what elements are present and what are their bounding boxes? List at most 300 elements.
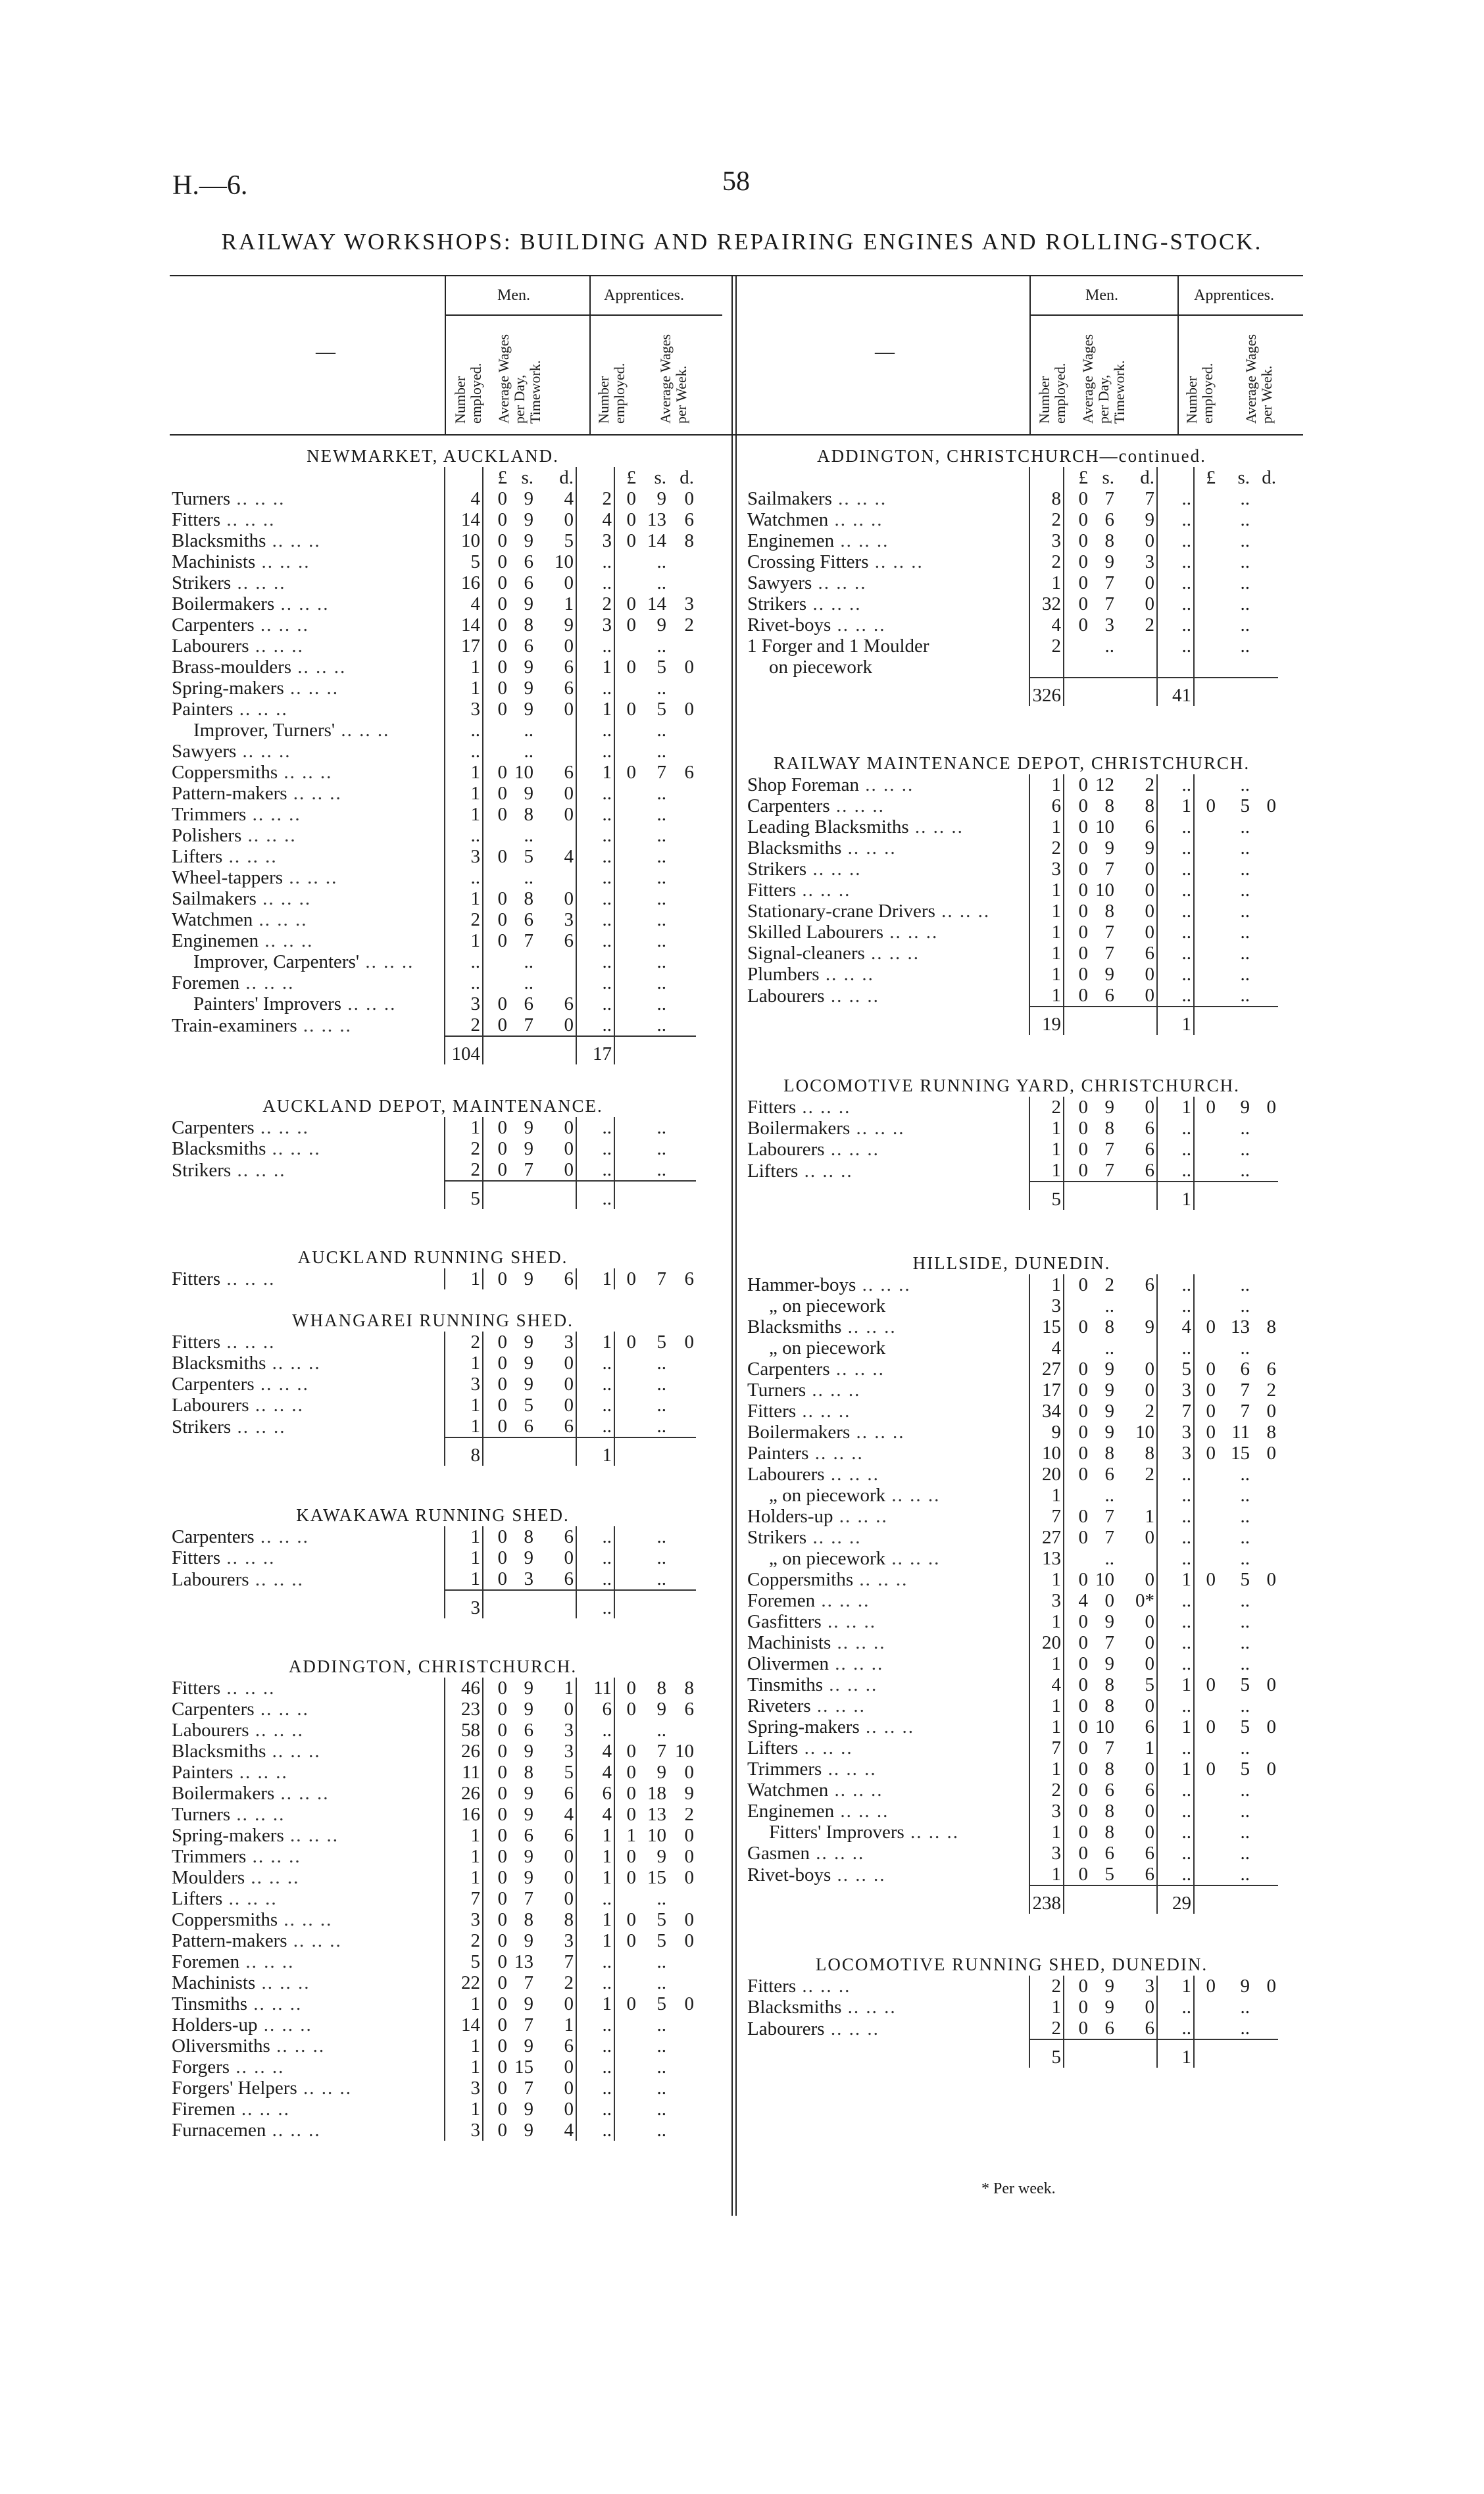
value-cell: 5 <box>1240 795 1250 816</box>
value-cell: 0 <box>684 1930 694 1951</box>
value-cell: 1 <box>1029 1569 1064 1590</box>
trade-label: Labourers <box>747 2018 825 2039</box>
trade-label: Carpenters <box>172 1374 255 1395</box>
value-cell: 2 <box>1145 614 1154 636</box>
value-cell: .. <box>656 2035 666 2057</box>
trade-cell <box>170 1972 445 1993</box>
leader-dots: .. .. .. <box>822 1758 877 1780</box>
trade-cell <box>745 1274 1029 1295</box>
total-cell <box>1194 1007 1218 1035</box>
value-cell: 0 <box>483 1526 509 1547</box>
table-row <box>745 1316 1278 1337</box>
value-cell: 0 <box>1064 1401 1090 1422</box>
leader-dots: .. .. .. <box>266 1138 321 1159</box>
leader-dots: .. .. .. <box>908 816 964 837</box>
value-cell: .. <box>576 2035 614 2057</box>
value-cell: 23 <box>445 1699 483 1720</box>
value-cell: 0 <box>1145 1653 1154 1674</box>
value-cell: 3 <box>445 1909 483 1930</box>
unit-cell: £ <box>1064 467 1090 488</box>
value-cell: 0 <box>614 593 638 614</box>
trade-label: Fitters <box>747 1401 797 1422</box>
value-cell: 7 <box>656 1741 666 1762</box>
value-cell <box>614 1138 638 1159</box>
value-cell <box>1252 816 1278 837</box>
value-cell: .. <box>1157 880 1194 901</box>
value-cell: 0 <box>1064 943 1090 964</box>
value-cell <box>668 2099 696 2120</box>
table-row <box>745 1506 1278 1527</box>
value-cell: 2 <box>1145 1401 1154 1422</box>
table-row <box>170 867 696 888</box>
value-cell: 0 <box>483 1993 509 2014</box>
trade-cell <box>745 1653 1029 1674</box>
total-cell: 17 <box>576 1036 614 1064</box>
table-row <box>170 530 696 551</box>
table-row <box>170 614 696 636</box>
value-cell: 2 <box>564 1972 574 1993</box>
value-cell: .. <box>1240 1139 1250 1160</box>
total-cell: 104 <box>445 1036 483 1064</box>
value-cell: 0 <box>1194 1443 1218 1464</box>
value-cell: 6 <box>524 909 533 930</box>
value-cell: 7 <box>524 2078 533 2099</box>
value-cell <box>668 1138 696 1159</box>
trade-label: Plumbers <box>747 964 820 985</box>
value-cell: 4 <box>576 509 614 530</box>
value-cell: .. <box>445 825 483 846</box>
trade-cell <box>745 1160 1029 1182</box>
leader-dots: .. .. .. <box>249 1720 304 1741</box>
trade-cell <box>745 530 1029 551</box>
trade-cell <box>745 1316 1029 1337</box>
value-cell: 2 <box>1029 551 1064 572</box>
value-cell: .. <box>1157 1822 1194 1843</box>
value-cell: 1 <box>1029 901 1064 922</box>
value-cell: 0 <box>1064 1097 1090 1118</box>
value-cell: 9 <box>524 783 533 804</box>
table-row <box>745 1632 1278 1653</box>
trade-label: Signal-cleaners <box>747 943 865 964</box>
trade-cell <box>745 1506 1029 1527</box>
value-cell: 0 <box>1064 1976 1090 1997</box>
value-cell: 6 <box>564 1568 574 1589</box>
value-cell: 0 <box>564 1374 574 1395</box>
total-row <box>170 1036 696 1064</box>
value-cell: 0 <box>1145 1380 1154 1401</box>
value-cell <box>668 867 696 888</box>
value-cell: 9 <box>524 1783 533 1804</box>
value-cell: 8 <box>1145 795 1154 816</box>
value-cell <box>614 804 638 825</box>
trade-label: Spring-makers <box>172 1825 284 1846</box>
trade-label: Blacksmiths <box>747 1316 842 1337</box>
trade-label: Coppersmiths <box>747 1569 854 1590</box>
value-cell: 0 <box>1145 1822 1154 1843</box>
value-cell: 4 <box>1157 1316 1194 1337</box>
leader-dots: .. .. .. <box>828 1780 883 1801</box>
trade-cell <box>745 985 1029 1007</box>
value-cell: .. <box>1240 1295 1250 1316</box>
value-cell: 7 <box>524 1159 533 1180</box>
value-cell: 0 <box>483 1825 509 1846</box>
value-cell: 0 <box>483 488 509 509</box>
value-cell: .. <box>524 867 533 888</box>
leader-dots: .. .. .. <box>828 509 883 530</box>
trade-label: Turners <box>172 488 231 509</box>
table-row <box>170 2014 696 2035</box>
value-cell <box>483 972 509 993</box>
value-cell: 1 <box>445 762 483 783</box>
value-cell: 6 <box>1145 816 1154 837</box>
trade-label: Improver, Turners' <box>193 720 335 741</box>
leader-dots: .. .. .. <box>812 572 867 593</box>
table-row <box>170 1374 696 1395</box>
value-cell: 10 <box>1135 1422 1154 1443</box>
value-cell: 3 <box>445 993 483 1014</box>
total-cell <box>535 1590 576 1618</box>
trade-cell <box>170 551 445 572</box>
value-cell: 7 <box>564 1951 574 1972</box>
table-row <box>745 1118 1278 1139</box>
value-cell <box>614 678 638 699</box>
value-cell: 0 <box>1266 1716 1276 1737</box>
trade-label: Machinists <box>172 551 256 572</box>
trade-cell <box>170 2120 445 2141</box>
trade-cell <box>745 551 1029 572</box>
table-row <box>745 657 1278 678</box>
value-cell: .. <box>576 846 614 867</box>
table-row <box>170 657 696 678</box>
value-cell <box>668 930 696 951</box>
value-cell: 9 <box>1104 1401 1114 1422</box>
total-cell <box>668 1036 696 1064</box>
total-cell <box>1090 1007 1116 1035</box>
total-cell: 3 <box>445 1590 483 1618</box>
table-row <box>170 888 696 909</box>
table-row <box>745 1380 1278 1401</box>
trade-label: Riveters <box>747 1695 811 1716</box>
value-cell: 1 <box>1029 572 1064 593</box>
total-cell <box>509 1437 535 1466</box>
value-cell: 32 <box>1029 593 1064 614</box>
leader-dots: .. .. .. <box>850 1422 905 1443</box>
trade-label: Sawyers <box>172 741 237 762</box>
unit-cell: s. <box>1102 467 1114 488</box>
table-row <box>745 1590 1278 1611</box>
total-cell: .. <box>576 1181 614 1209</box>
total-cell <box>483 1181 509 1209</box>
value-cell: .. <box>1157 530 1194 551</box>
value-cell: 0 <box>1145 1997 1154 2018</box>
trade-cell <box>745 964 1029 985</box>
value-cell: 9 <box>524 699 533 720</box>
value-cell: 27 <box>1029 1527 1064 1548</box>
leader-dots: .. .. .. <box>254 1526 309 1547</box>
value-cell: 7 <box>1104 572 1114 593</box>
table-row <box>745 593 1278 614</box>
value-cell <box>1252 985 1278 1007</box>
table-row <box>745 1464 1278 1485</box>
leader-dots: .. .. .. <box>297 2078 352 2099</box>
value-cell: .. <box>1240 901 1250 922</box>
table-row <box>745 636 1278 657</box>
value-cell: 0 <box>684 1993 694 2014</box>
trade-label: Carpenters <box>172 1117 255 1138</box>
trade-cell <box>745 922 1029 943</box>
value-cell <box>1064 1295 1090 1316</box>
trade-label: Fitters <box>747 880 797 901</box>
value-cell <box>1064 636 1090 657</box>
value-cell: 0 <box>483 2057 509 2078</box>
trade-label: Lifters <box>747 1160 799 1182</box>
table-row <box>170 593 696 614</box>
section <box>745 1953 1303 2068</box>
value-cell: 0 <box>564 2057 574 2078</box>
value-cell: 6 <box>576 1783 614 1804</box>
value-cell: 0 <box>614 1741 638 1762</box>
value-cell: 0 <box>1064 964 1090 985</box>
value-cell: 6 <box>1145 1274 1154 1295</box>
trade-cell <box>170 1117 445 1138</box>
total-cell <box>1218 1007 1252 1035</box>
value-cell: 0 <box>483 1117 509 1138</box>
value-cell: .. <box>1240 1160 1250 1181</box>
table-row <box>745 2018 1278 2039</box>
value-cell: .. <box>524 972 533 993</box>
table-row <box>745 901 1278 922</box>
value-cell: 8 <box>1104 1316 1114 1337</box>
value-cell <box>1194 636 1218 657</box>
value-cell: 0 <box>1064 1527 1090 1548</box>
value-cell: 1 <box>1029 1274 1064 1295</box>
leader-dots: .. .. .. <box>254 1117 309 1138</box>
value-cell: 9 <box>1029 1422 1064 1443</box>
value-cell: .. <box>576 678 614 699</box>
value-cell: 3 <box>1029 859 1064 880</box>
value-cell: 0 <box>564 1159 574 1180</box>
page-ref: H.—6. <box>172 170 248 201</box>
table-row <box>170 1526 696 1547</box>
leader-dots: .. .. .. <box>274 593 330 614</box>
value-cell: 8 <box>684 1678 694 1699</box>
value-cell: .. <box>1104 636 1114 657</box>
value-cell <box>614 2035 638 2057</box>
leader-dots: .. .. .. <box>259 930 314 951</box>
value-cell: 5 <box>1104 1864 1114 1885</box>
trade-label: Skilled Labourers <box>747 922 883 943</box>
left-men-number-head: Number employed. <box>452 362 484 424</box>
value-cell: 1 <box>1145 1737 1154 1758</box>
value-cell: .. <box>1240 1506 1250 1527</box>
value-cell <box>668 720 696 741</box>
value-cell: 0 <box>1194 1359 1218 1380</box>
total-row <box>745 2039 1278 2068</box>
trade-label: Watchmen <box>747 509 829 530</box>
value-cell <box>614 972 638 993</box>
value-cell: 9 <box>1104 964 1114 985</box>
value-cell <box>1252 1160 1278 1182</box>
trade-cell <box>745 1464 1029 1485</box>
value-cell: .. <box>576 1547 614 1568</box>
value-cell: 8 <box>684 530 694 551</box>
value-cell: 1 <box>564 1678 574 1699</box>
trade-cell <box>745 509 1029 530</box>
value-cell <box>1252 1548 1278 1569</box>
value-cell: 6 <box>564 993 574 1014</box>
section <box>745 1252 1303 1914</box>
value-cell <box>668 551 696 572</box>
value-cell: 1 <box>445 1846 483 1867</box>
leader-dots: .. .. .. <box>249 1395 304 1416</box>
value-cell: 0 <box>1145 1569 1154 1590</box>
right-dash: — <box>875 341 895 362</box>
trade-cell <box>170 509 445 530</box>
value-cell: 8 <box>1104 1801 1114 1822</box>
unit-cell: d. <box>1262 467 1276 488</box>
value-cell: 7 <box>524 2014 533 2035</box>
total-row <box>745 1885 1278 1914</box>
value-cell: 16 <box>445 572 483 593</box>
value-cell <box>483 720 509 741</box>
value-cell: 1 <box>1029 985 1064 1007</box>
table-row <box>170 488 696 509</box>
value-cell: .. <box>1157 2018 1194 2039</box>
value-cell: .. <box>1157 901 1194 922</box>
value-cell: .. <box>1240 509 1250 530</box>
value-cell: 8 <box>524 888 533 909</box>
trade-cell <box>170 1909 445 1930</box>
right-apprentices-heading: Apprentices. <box>1194 287 1274 304</box>
trade-label: Fitters <box>747 1976 797 1997</box>
table-row <box>170 846 696 867</box>
value-cell: 5 <box>656 1909 666 1930</box>
value-cell: 6 <box>684 509 694 530</box>
value-cell: 9 <box>656 1846 666 1867</box>
value-cell <box>1252 488 1278 509</box>
trade-label: Fitters <box>172 1678 221 1699</box>
value-cell <box>1252 593 1278 614</box>
leader-dots: .. .. .. <box>220 509 276 530</box>
table-row <box>170 1014 696 1036</box>
value-cell: 0 <box>1064 901 1090 922</box>
value-cell: 5 <box>445 551 483 572</box>
value-cell <box>1252 530 1278 551</box>
trade-cell <box>170 804 445 825</box>
value-cell: 3 <box>684 593 694 614</box>
value-cell: 0 <box>483 1332 509 1353</box>
trade-label: Moulders <box>172 1867 245 1888</box>
leader-dots: .. .. .. <box>883 922 939 943</box>
value-cell <box>1194 614 1218 636</box>
value-cell: 8 <box>656 1678 666 1699</box>
value-cell: 8 <box>1104 1118 1114 1139</box>
total-cell: 1 <box>576 1437 614 1466</box>
value-cell: 2 <box>445 1014 483 1036</box>
value-cell: .. <box>656 720 666 741</box>
trade-cell <box>170 2057 445 2078</box>
value-cell: .. <box>656 1138 666 1159</box>
value-cell: 2 <box>445 1159 483 1181</box>
left-dash: — <box>316 341 335 362</box>
value-cell: 3 <box>445 846 483 867</box>
leader-dots: .. .. .. <box>287 783 342 804</box>
value-cell: 3 <box>445 1374 483 1395</box>
total-cell <box>483 1437 509 1466</box>
value-cell: 0 <box>483 1678 509 1699</box>
leader-dots: .. .. .. <box>841 837 897 859</box>
leader-dots: .. .. .. <box>266 1353 321 1374</box>
value-cell <box>668 2057 696 2078</box>
trade-cell <box>170 762 445 783</box>
value-cell: 2 <box>1266 1380 1276 1401</box>
value-cell: 0 <box>483 1568 509 1590</box>
value-cell <box>1194 901 1218 922</box>
value-cell: 0 <box>1064 1780 1090 1801</box>
value-cell <box>668 888 696 909</box>
value-cell: 1 <box>1029 880 1064 901</box>
table-row <box>170 1804 696 1825</box>
value-cell: 4 <box>564 846 574 867</box>
total-cell <box>483 1590 509 1618</box>
table-row <box>170 636 696 657</box>
leader-dots: .. .. .. <box>815 1590 870 1611</box>
value-cell: 8 <box>524 1909 533 1930</box>
trade-label: Gasmen <box>747 1843 810 1864</box>
value-cell: .. <box>656 2078 666 2099</box>
value-cell: 0 <box>483 1720 509 1741</box>
leader-dots: .. .. .. <box>246 1846 301 1867</box>
value-cell <box>668 1117 696 1138</box>
leader-dots: .. .. .. <box>858 774 914 795</box>
trade-cell <box>170 846 445 867</box>
trade-cell <box>170 488 445 509</box>
value-cell: .. <box>1240 816 1250 837</box>
value-cell: 10 <box>514 762 533 783</box>
value-cell: 6 <box>1104 2018 1114 2039</box>
value-cell <box>1252 657 1278 678</box>
value-cell: 9 <box>656 1699 666 1720</box>
trade-label: Strikers <box>747 593 807 614</box>
value-cell: 1 <box>576 1993 614 2014</box>
trade-cell <box>745 1632 1029 1653</box>
value-cell: 0 <box>483 930 509 951</box>
value-cell <box>1252 1695 1278 1716</box>
value-cell: 0 <box>1064 1380 1090 1401</box>
value-cell: 8 <box>1266 1422 1276 1443</box>
value-cell <box>1194 1737 1218 1758</box>
trade-cell <box>170 614 445 636</box>
trade-cell <box>745 859 1029 880</box>
value-cell: 0 <box>1064 1464 1090 1485</box>
section-title: HILLSIDE, DUNEDIN. <box>912 1253 1111 1273</box>
value-cell: 4 <box>1029 614 1064 636</box>
value-cell: 8 <box>1266 1316 1276 1337</box>
value-cell <box>614 2014 638 2035</box>
value-cell: 1 <box>445 1117 483 1138</box>
value-cell: 9 <box>524 2099 533 2120</box>
value-cell: 2 <box>445 1332 483 1353</box>
value-cell: 2 <box>445 1138 483 1159</box>
trade-cell <box>170 678 445 699</box>
trade-cell <box>170 1699 445 1720</box>
leader-dots: .. .. .. <box>231 1160 286 1181</box>
value-cell: 9 <box>524 1867 533 1888</box>
table-row <box>745 1548 1278 1569</box>
trade-label: Rivet-boys <box>747 614 831 636</box>
value-cell <box>668 1888 696 1909</box>
value-cell <box>1252 880 1278 901</box>
